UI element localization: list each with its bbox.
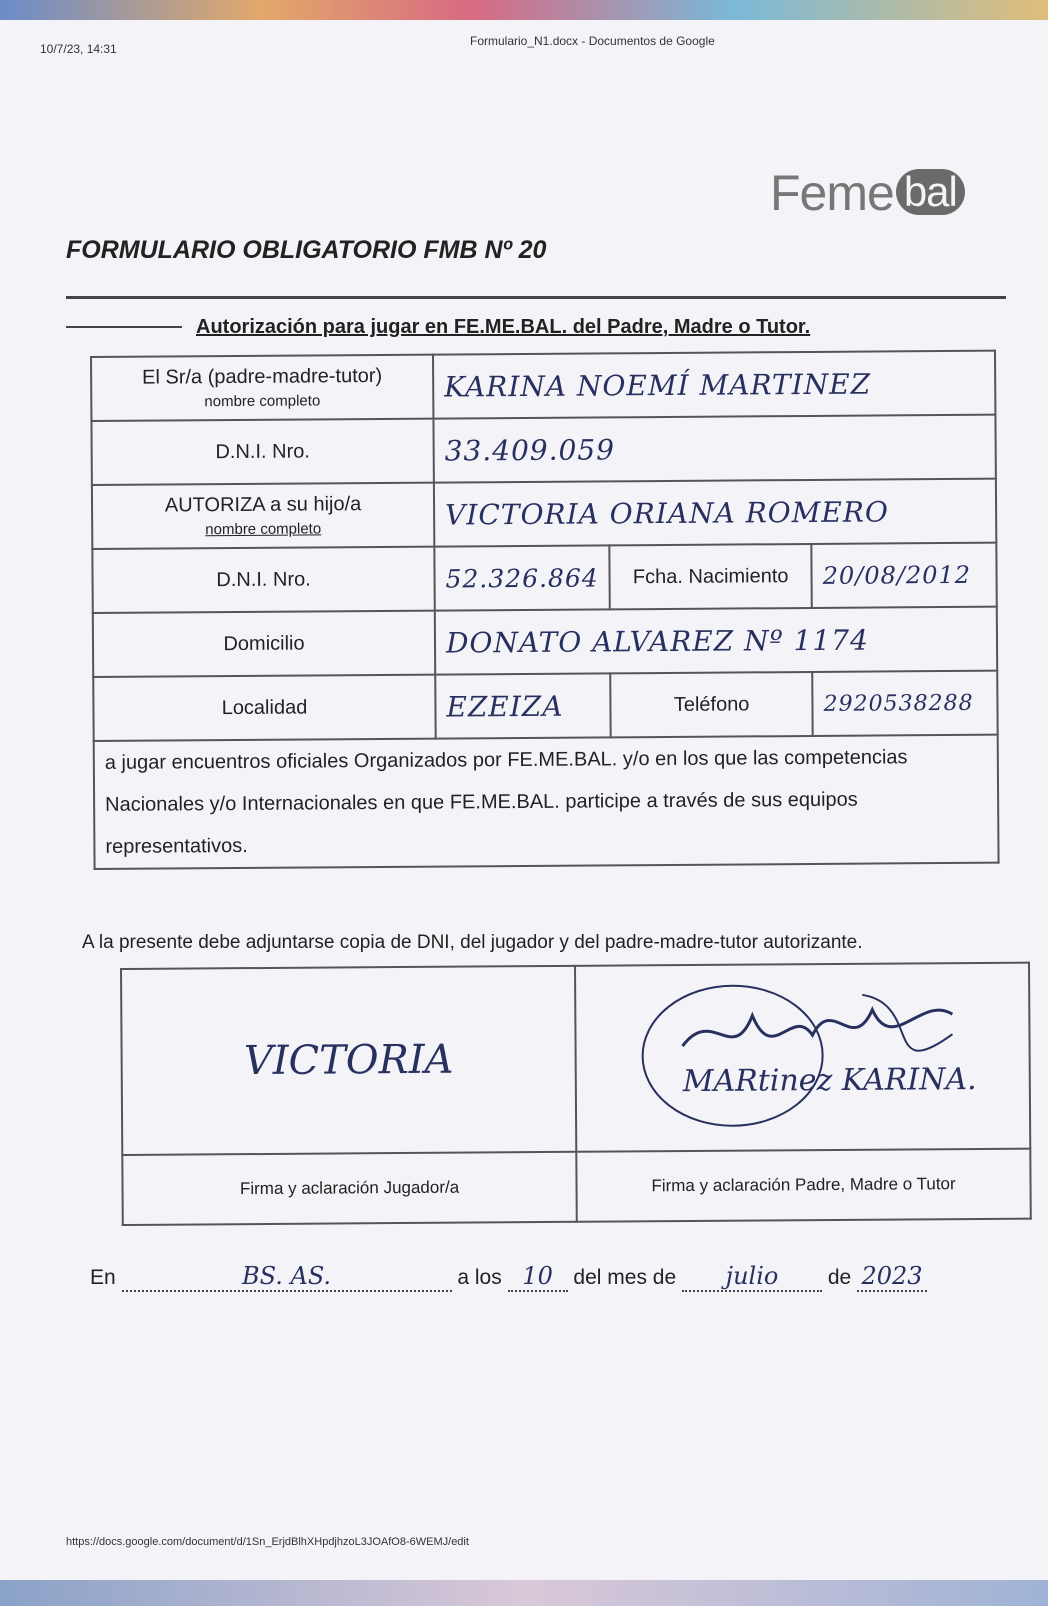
table-row — [92, 479, 996, 549]
parent-name-value: KARINA NOEMÍ MARTINEZ — [444, 367, 872, 404]
phone-label: Teléfono — [610, 672, 812, 737]
dateline-place: BS. AS. — [122, 1262, 452, 1292]
player-signature: VICTORIA — [243, 1036, 454, 1085]
parent-signature-box — [575, 963, 1030, 1152]
parent-dni-label: D.N.I. Nro. — [91, 419, 433, 485]
table-row — [94, 735, 999, 869]
parent-signature-name: MARtinez KARINA. — [682, 1061, 977, 1099]
short-rule — [66, 326, 182, 328]
child-name-cell — [434, 479, 996, 547]
background-fabric-bottom — [0, 1580, 1048, 1606]
child-dni-value: 52.326.864 — [445, 562, 599, 594]
form-subtitle: Autorización para jugar en FE.ME.BAL. del Padre, Madre o Tutor. — [196, 316, 811, 338]
signature-scribble-icon — [622, 973, 983, 1136]
city-label: Localidad — [93, 675, 435, 741]
phone-value: 2920538288 — [823, 690, 974, 717]
birth-date-value: 20/08/2012 — [822, 560, 972, 590]
logo-pill: bal — [896, 169, 965, 215]
femebal-logo — [770, 164, 965, 222]
dateline-month-label: del mes de — [573, 1266, 677, 1289]
table-row — [91, 351, 995, 421]
parent-dni-cell — [433, 415, 995, 483]
parent-signature-caption: Firma y aclaración Padre, Madre o Tutor — [576, 1149, 1030, 1222]
child-name-sublabel: nombre completo — [205, 520, 322, 539]
print-footer-url: https://docs.google.com/document/d/1Sn_ErjdBlhXHpdjhzoL3JOAfO8-6WEMJ/edit — [66, 1536, 469, 1548]
address-cell — [435, 607, 997, 675]
child-name-label: AUTORIZA a su hijo/a — [164, 493, 362, 517]
child-name-value: VICTORIA ORIANA ROMERO — [445, 494, 889, 532]
parent-name-cell — [433, 351, 995, 419]
print-datetime: 10/7/23, 14:31 — [40, 42, 117, 56]
player-signature-caption: Firma y aclaración Jugador/a — [122, 1152, 576, 1225]
address-value: DONATO ALVAREZ Nº 1174 — [445, 623, 869, 660]
title-rule — [66, 296, 1006, 299]
phone-cell — [812, 671, 997, 736]
birth-date-label: Fcha. Nacimiento — [609, 544, 811, 609]
authorization-table — [90, 350, 1000, 870]
parent-signature-mark — [622, 973, 983, 1136]
dateline-year: 2023 — [857, 1262, 927, 1292]
parent-dni-value: 33.409.059 — [444, 432, 616, 468]
city-cell — [435, 673, 611, 738]
table-row — [93, 607, 997, 677]
player-signature-box — [121, 966, 576, 1155]
address-label: Domicilio — [93, 611, 435, 677]
logo-text: Feme — [770, 165, 894, 221]
table-row — [91, 415, 995, 485]
parent-name-sublabel: nombre completo — [204, 392, 321, 411]
table-row — [121, 963, 1030, 1155]
attachment-note: A la presente debe adjuntarse copia de DNI, del jugador y del padre-madre-tutor autorizante. — [82, 932, 863, 953]
form-title: FORMULARIO OBLIGATORIO FMB Nº 20 — [66, 236, 547, 264]
table-row — [122, 1149, 1030, 1225]
authorization-paragraph: a jugar encuentros oficiales Organizados por FE.ME.BAL. y/o en los que las competencias Nacionales y/o Internacionales en que FE.ME.BAL. participe a través de sus equipos representativos. — [94, 735, 999, 869]
parent-name-label: El Sr/a (padre-madre-tutor) — [142, 364, 383, 389]
dateline-prefix: En — [90, 1266, 116, 1289]
child-dni-label: D.N.I. Nro. — [92, 547, 434, 613]
dateline-days-label: a los — [457, 1266, 502, 1289]
signature-table — [120, 962, 1032, 1226]
place-date-line — [90, 1262, 927, 1292]
table-row — [92, 543, 996, 613]
dateline-year-label: de — [827, 1266, 852, 1289]
parent-name-label-cell — [91, 355, 433, 421]
child-name-label-cell — [92, 483, 434, 549]
table-row — [93, 671, 997, 741]
print-doc-title: Formulario_N1.docx - Documentos de Google — [470, 34, 715, 48]
dateline-day: 10 — [508, 1262, 568, 1292]
child-dni-cell — [434, 545, 610, 610]
city-value: EZEIZA — [446, 689, 564, 724]
dateline-month: julio — [682, 1262, 822, 1292]
birth-date-cell — [811, 543, 996, 608]
